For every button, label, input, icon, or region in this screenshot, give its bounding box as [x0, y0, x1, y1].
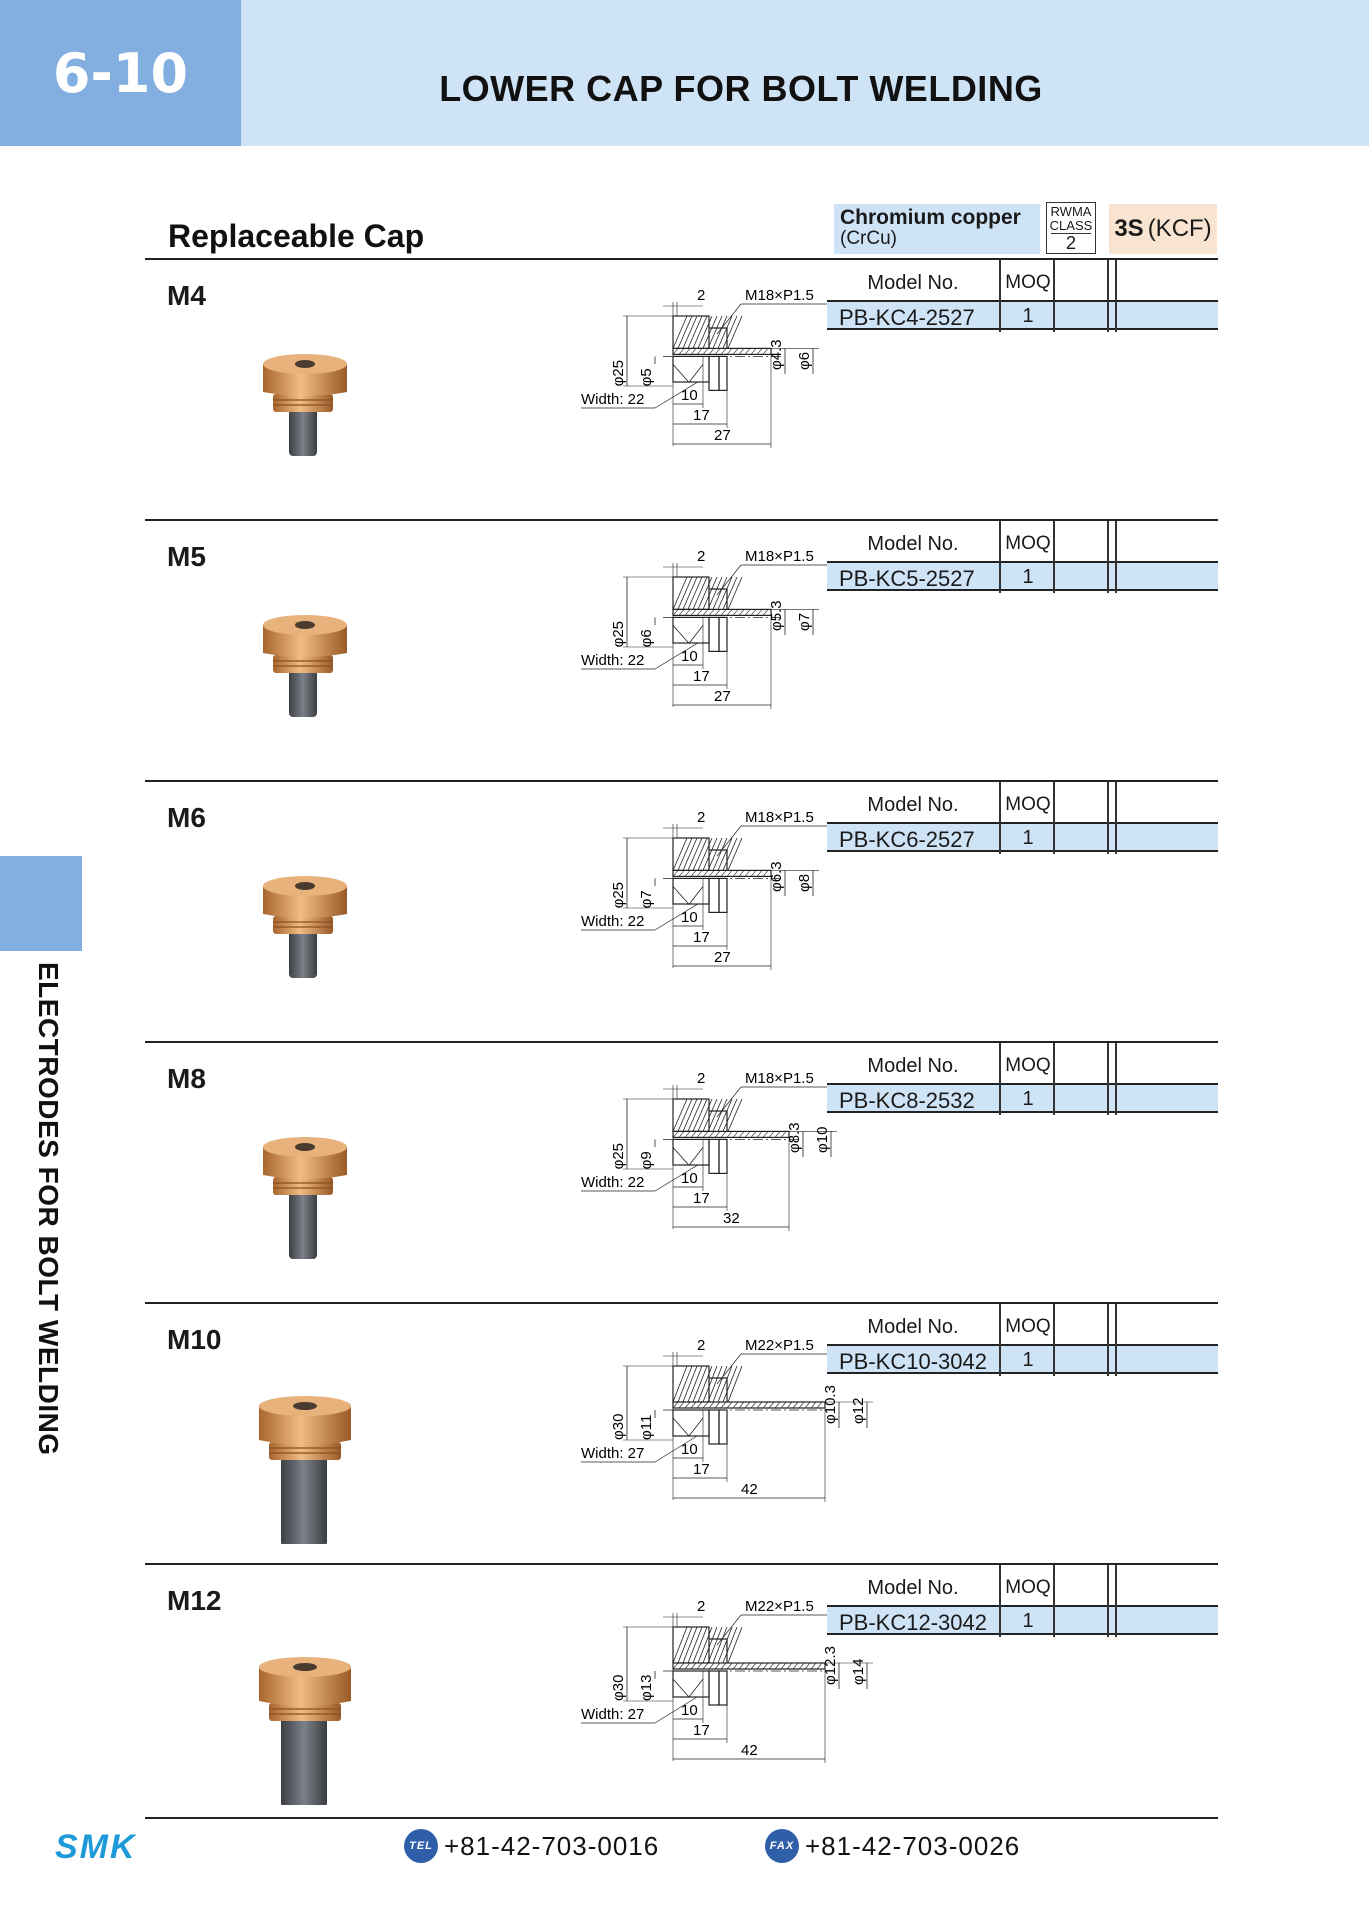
dim-a-label: 2 — [697, 548, 706, 565]
width-label: Width: 27 — [581, 1706, 645, 1723]
product-photo — [245, 1123, 365, 1283]
moq-header: MOQ — [1005, 1055, 1051, 1076]
product-photo — [245, 601, 365, 761]
material-sub: (CrCu) — [840, 228, 897, 249]
model-number: PB-KC5-2527 — [839, 566, 975, 591]
table-header — [827, 1304, 1218, 1344]
outer-diameter-label: φ25 — [610, 1142, 627, 1170]
section-title: Replaceable Cap — [168, 218, 425, 254]
model-table — [827, 782, 1218, 852]
technical-drawing — [425, 266, 885, 516]
company-logo — [55, 1830, 160, 1867]
outer-diameter-2-label: φ8 — [796, 873, 813, 892]
dim-c-label: 17 — [693, 929, 710, 946]
outer-diameter-2-label: φ7 — [796, 612, 813, 631]
dim-c-label: 17 — [693, 1722, 710, 1739]
outer-diameter-2-label: φ14 — [850, 1658, 867, 1685]
model-header: Model No. — [867, 272, 959, 294]
thread-spec-label: M18×P1.5 — [745, 1070, 814, 1087]
model-number: PB-KC12-3042 — [839, 1610, 987, 1635]
dim-b-label: 10 — [681, 1441, 698, 1458]
thread-spec-label: M18×P1.5 — [745, 287, 814, 304]
dim-c-label: 17 — [693, 668, 710, 685]
table-row — [827, 822, 1218, 852]
footer-divider — [145, 1817, 1218, 1819]
dim-a-label: 2 — [697, 287, 706, 304]
model-header: Model No. — [867, 1316, 959, 1338]
model-table — [827, 1565, 1218, 1635]
model-header: Model No. — [867, 794, 959, 816]
rwma-class-value: 2 — [1051, 233, 1091, 252]
inner-diameter-label: φ5.3 — [768, 600, 785, 631]
moq-header: MOQ — [1005, 794, 1051, 815]
inner-diameter-label: φ8.3 — [786, 1122, 803, 1153]
logo-text: SMK — [55, 1830, 137, 1862]
thread-size: M6 — [167, 802, 206, 833]
model-number: PB-KC8-2532 — [839, 1088, 975, 1113]
product-row — [145, 1043, 1218, 1303]
product-photo — [245, 1645, 365, 1805]
width-label: Width: 22 — [581, 1174, 645, 1191]
product-row — [145, 1565, 1218, 1825]
thread-size: M5 — [167, 541, 206, 572]
grade-code: 3S — [1114, 215, 1144, 242]
thread-size: M4 — [167, 280, 206, 311]
rwma-class-box — [1046, 202, 1096, 254]
fax-number: +81-42-703-0026 — [805, 1830, 1021, 1861]
model-header: Model No. — [867, 533, 959, 555]
product-row — [145, 782, 1218, 1042]
moq-header: MOQ — [1005, 1316, 1051, 1337]
technical-drawing — [425, 1310, 885, 1560]
dim-b-label: 10 — [681, 1170, 698, 1187]
bore-diameter-label: φ5 — [638, 368, 655, 387]
class-label: CLASS — [1049, 218, 1093, 233]
tel-icon: TEL — [404, 1829, 438, 1863]
outer-diameter-label: φ25 — [610, 881, 627, 909]
thread-size: M12 — [167, 1585, 222, 1616]
length-label: 27 — [714, 688, 731, 705]
product-photo — [245, 862, 365, 1022]
material-box — [834, 204, 1040, 254]
outer-diameter-label: φ30 — [610, 1413, 627, 1440]
dim-a-label: 2 — [697, 1070, 706, 1087]
tel-number: +81-42-703-0016 — [444, 1830, 660, 1861]
inner-diameter-label: φ4.3 — [768, 339, 785, 370]
moq-header: MOQ — [1005, 272, 1051, 293]
width-label: Width: 27 — [581, 1445, 645, 1462]
dim-b-label: 10 — [681, 909, 698, 926]
rwma-label: RWMA — [1050, 204, 1092, 219]
thread-spec-label: M18×P1.5 — [745, 548, 814, 565]
grade-sub: (KCF) — [1147, 215, 1212, 242]
width-label: Width: 22 — [581, 652, 645, 669]
fax-icon: FAX — [765, 1829, 799, 1863]
model-number: PB-KC4-2527 — [839, 305, 975, 330]
width-label: Width: 22 — [581, 913, 645, 930]
side-tab-marker — [0, 856, 82, 951]
thread-spec-label: M18×P1.5 — [745, 809, 814, 826]
moq-value: 1 — [1022, 305, 1034, 327]
product-row — [145, 260, 1218, 520]
outer-diameter-label: φ25 — [610, 359, 627, 387]
moq-value: 1 — [1022, 566, 1034, 588]
thread-size: M10 — [167, 1324, 222, 1355]
outer-diameter-2-label: φ12 — [850, 1397, 867, 1424]
product-photo — [245, 1384, 365, 1544]
thread-spec-label: M22×P1.5 — [745, 1598, 814, 1615]
table-row — [827, 561, 1218, 591]
table-header — [827, 521, 1218, 561]
dim-a-label: 2 — [697, 1337, 706, 1354]
length-label: 42 — [741, 1481, 758, 1498]
inner-diameter-label: φ6.3 — [768, 861, 785, 892]
thread-spec-label: M22×P1.5 — [745, 1337, 814, 1354]
width-label: Width: 22 — [581, 391, 645, 408]
model-table — [827, 260, 1218, 330]
product-row — [145, 1304, 1218, 1564]
dim-b-label: 10 — [681, 387, 698, 404]
product-row — [145, 521, 1218, 781]
table-header — [827, 1043, 1218, 1083]
bore-diameter-label: φ11 — [638, 1414, 655, 1440]
length-label: 27 — [714, 949, 731, 966]
dim-c-label: 17 — [693, 1461, 710, 1478]
outer-diameter-2-label: φ10 — [814, 1126, 831, 1153]
model-table — [827, 521, 1218, 591]
moq-value: 1 — [1022, 1610, 1034, 1632]
inner-diameter-label: φ12.3 — [822, 1646, 839, 1685]
moq-header: MOQ — [1005, 533, 1051, 554]
page-title: LOWER CAP FOR BOLT WELDING — [439, 68, 1043, 109]
model-number: PB-KC6-2527 — [839, 827, 975, 852]
section-number: 6-10 — [0, 0, 241, 146]
table-header — [827, 782, 1218, 822]
moq-value: 1 — [1022, 1088, 1034, 1110]
bore-diameter-label: φ13 — [638, 1674, 655, 1701]
outer-diameter-label: φ25 — [610, 620, 627, 648]
model-number: PB-KC10-3042 — [839, 1349, 987, 1374]
outer-diameter-2-label: φ6 — [796, 351, 813, 370]
table-header — [827, 260, 1218, 300]
bore-diameter-label: φ7 — [638, 890, 655, 909]
model-table — [827, 1043, 1218, 1113]
table-row — [827, 1344, 1218, 1374]
technical-drawing — [425, 527, 885, 777]
technical-drawing — [425, 1049, 885, 1299]
fax-contact — [765, 1829, 1020, 1863]
technical-drawing — [425, 788, 885, 1038]
outer-diameter-label: φ30 — [610, 1674, 627, 1701]
model-header: Model No. — [867, 1577, 959, 1599]
dim-b-label: 10 — [681, 1702, 698, 1719]
side-tab-label: ELECTRODES FOR BOLT WELDING — [33, 962, 64, 1456]
model-table — [827, 1304, 1218, 1374]
moq-value: 1 — [1022, 827, 1034, 849]
bore-diameter-label: φ6 — [638, 629, 655, 648]
table-row — [827, 1083, 1218, 1113]
technical-drawing — [425, 1571, 885, 1821]
length-label: 27 — [714, 427, 731, 444]
product-photo — [245, 340, 365, 500]
length-label: 32 — [723, 1210, 740, 1227]
dim-a-label: 2 — [697, 1598, 706, 1615]
model-header: Model No. — [867, 1055, 959, 1077]
material-name: Chromium copper — [840, 206, 1021, 229]
inner-diameter-label: φ10.3 — [822, 1385, 839, 1424]
dim-b-label: 10 — [681, 648, 698, 665]
tel-contact — [404, 1829, 659, 1863]
moq-header: MOQ — [1005, 1577, 1051, 1598]
dim-a-label: 2 — [697, 809, 706, 826]
length-label: 42 — [741, 1742, 758, 1759]
table-row — [827, 300, 1218, 330]
thread-size: M8 — [167, 1063, 206, 1094]
table-header — [827, 1565, 1218, 1605]
table-row — [827, 1605, 1218, 1635]
grade-box — [1109, 204, 1217, 254]
dim-c-label: 17 — [693, 407, 710, 424]
bore-diameter-label: φ9 — [638, 1151, 655, 1170]
moq-value: 1 — [1022, 1349, 1034, 1371]
dim-c-label: 17 — [693, 1190, 710, 1207]
